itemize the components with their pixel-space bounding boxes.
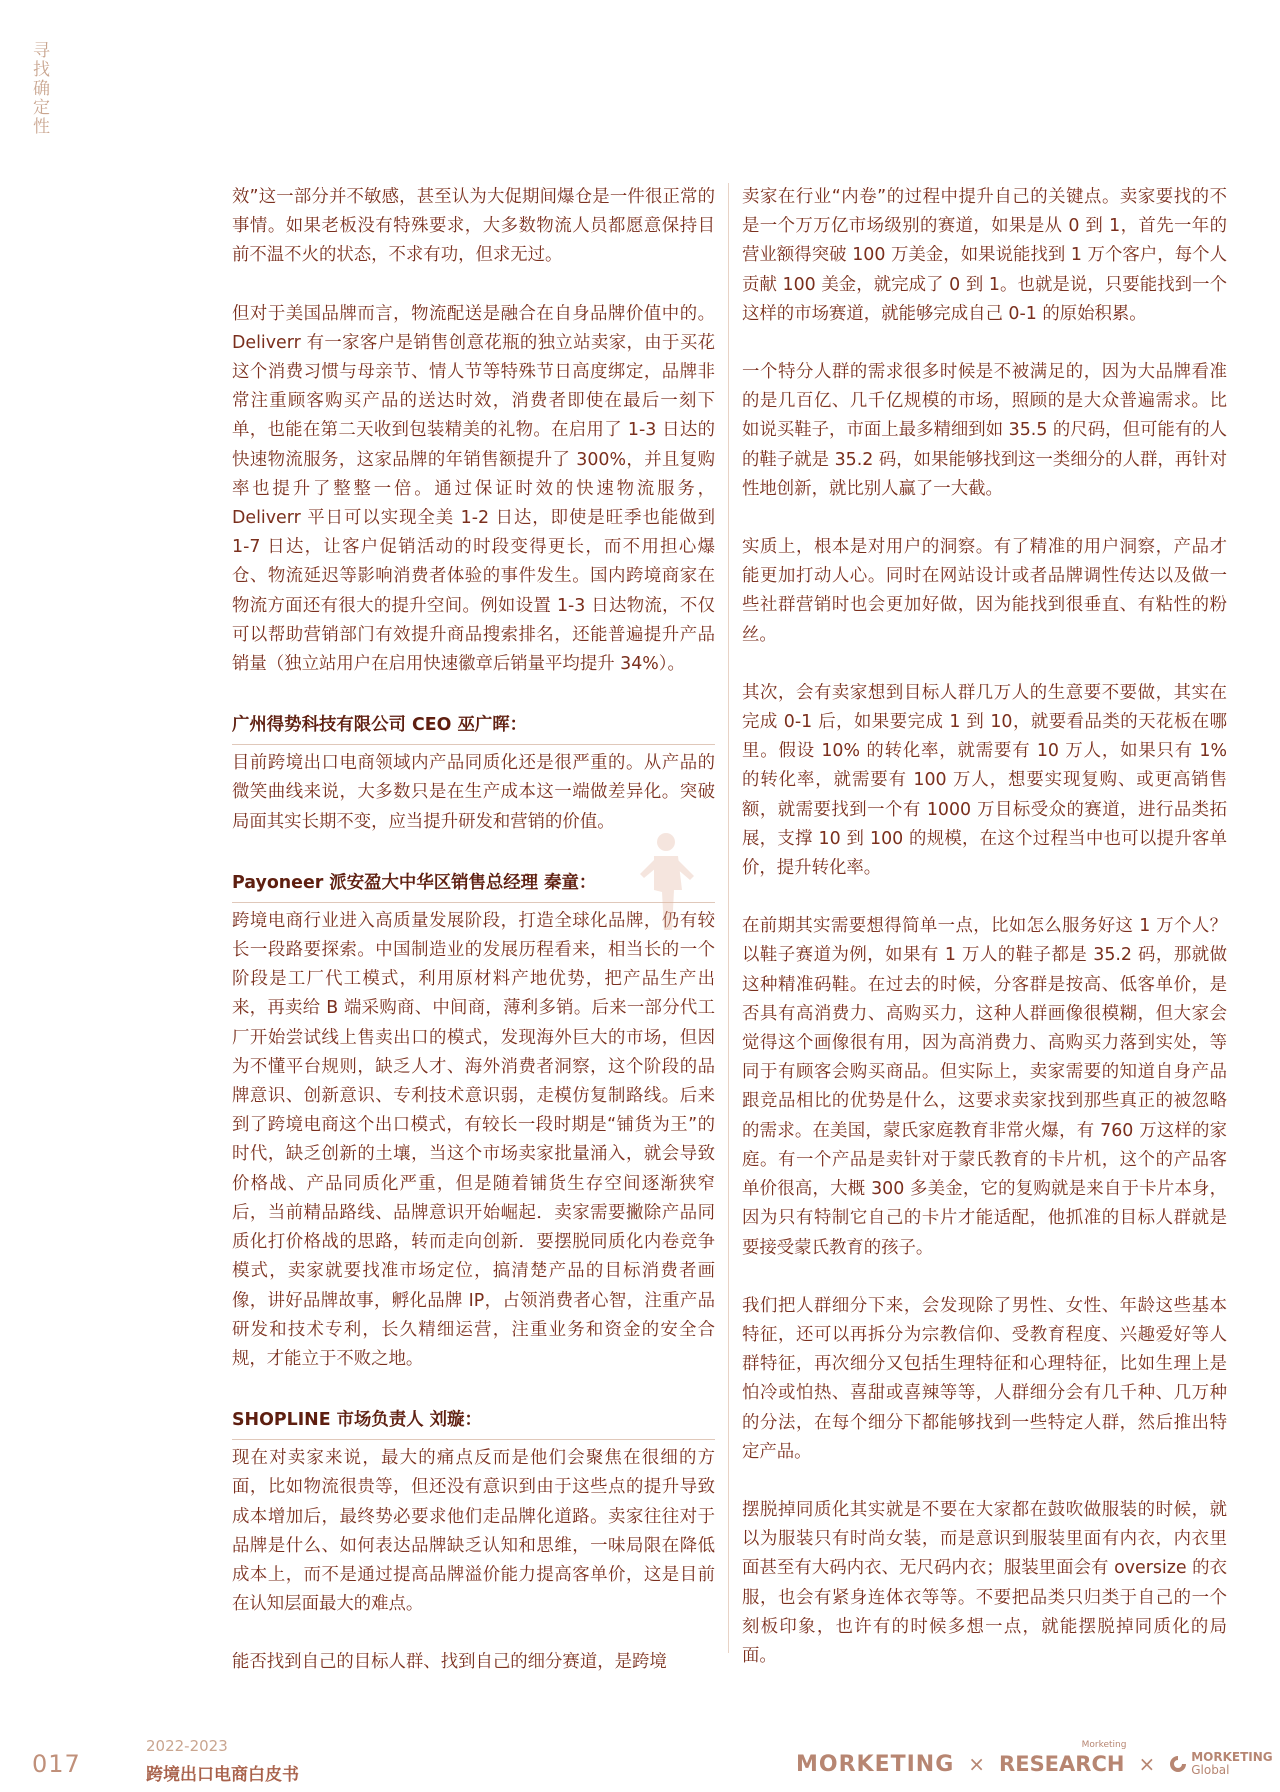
quote-text-1: 目前跨境出口电商领域内产品同质化还是很严重的。从产品的微笑曲线来说，大多数只是在生产成本这一端做差异化。突破局面其实长期不变，应当提升研发和营销的价值。 [232,753,715,832]
right-column [742,183,1227,1700]
page-number: 017 [32,1750,81,1778]
morketing-logo: MORKETING [796,1751,955,1777]
right-paragraph-4: 其次，会有卖家想到目标人群几万人的生意要不要做，其实在完成 0-1 后，如果要完成 1 到 10，就要看品类的天花板在哪里。假设 10% 的转化率，就需要有 10 万人，如果只有 1% 的转化率，就需要有 100 万人，想要实现复购、或更高销售额，就需要找到一个有 1000 万目标受众的赛道，进行品类拓展，支撑 10 到 100 的规模，在这个过程当中也可以提升客单价，提升转化率。 [742,682,1227,879]
column-divider [728,183,729,1653]
right-paragraph-6: 我们把人群细分下来，会发现除了男性、女性、年龄这些基本特征，还可以再拆分为宗教信仰、受教育程度、兴趣爱好等人群特征，再次细分又包括生理特征和心理特征，比如生理上是怕冷或怕热、喜甜或喜辣等等，人群细分会有几千种、几万种的分法，在每个细分下都能够找到一些特定人群，然后推出特定产品。 [742,1295,1227,1462]
left-paragraph-last: 能否找到自己的目标人群、找到自己的细分赛道，是跨境 [232,1652,667,1673]
research-logo-superscript: Morketing [1081,1740,1127,1750]
research-logo-text: RESEARCH [999,1752,1125,1776]
global-logo-line2: Global [1191,1763,1230,1777]
footer-logos [796,1740,1273,1780]
times-icon: × [968,1752,986,1776]
morketing-global-mark-icon [1169,1755,1187,1773]
speaker-heading-3: SHOPLINE 市场负责人 刘璇： [232,1403,715,1440]
quote-block-3 [232,1403,715,1619]
left-column [232,183,715,1707]
morketing-research-logo [999,1740,1127,1776]
right-paragraph-7: 摆脱掉同质化其实就是不要在大家都在鼓吹做服装的时候，就以为服装只有时尚女装，而是意识到服装里面有内衣，内衣里面甚至有大码内衣、无尺码内衣；服装里面会有 oversize 的衣服，也会有紧身连体衣等等。不要把品类只归类于自己的一个刻板印象，也许有的时候多想一点，就能摆脱掉同质化的局面。 [742,1499,1227,1666]
quote-text-3: 现在对卖家来说，最大的痛点反而是他们会聚焦在很细的方面，比如物流很贵等，但还没有意识到由于这些点的提升导致成本增加后，最终势必要求他们走品牌化道路。卖家往往对于品牌是什么、如何表达品牌缺乏认知和思维，一味局限在降低成本上，而不是通过提高品牌溢价能力提高客单价，这是目前在认知层面最大的难点。 [232,1448,715,1615]
times-icon: × [1138,1752,1156,1776]
side-section-label: 寻找确定性 [33,41,50,137]
speaker-heading-2: Payoneer 派安盈大中华区销售总经理 秦童： [232,866,715,903]
right-paragraph-3: 实质上，根本是对用户的洞察。有了精准的用户洞察，产品才能更加打动人心。同时在网站设计或者品牌调性传达以及做一些社群营销时也会更加好做，因为能找到很垂直、有粘性的粉丝。 [742,537,1227,645]
footer-year: 2022-2023 [146,1737,228,1755]
morketing-global-logo [1169,1751,1272,1777]
right-paragraph-1: 卖家在行业“内卷”的过程中提升自己的关键点。卖家要找的不是一个万万亿市场级别的赛道，如果是从 0 到 1，首先一年的营业额得突破 100 万美金，如果说能找到 1 万个客户，每个人贡献 100 美金，就完成了 0 到 1。也就是说，只要能找到一个这样的市场赛道，就能够完成自己 0-1 的原始积累。 [742,187,1227,324]
global-logo-line1: MORKETING [1191,1750,1273,1764]
right-paragraph-2: 一个特分人群的需求很多时候是不被满足的，因为大品牌看准的是几百亿、几千亿规模的市场，照顾的是大众普遍需求。比如说买鞋子，市面上最多精细到如 35.5 的尺码，但可能有的人的鞋子就是 35.2 码，如果能够找到这一类细分的人群，再针对性地创新，就比别人赢了一大截。 [742,362,1227,499]
speaker-heading-1: 广州得势科技有限公司 CEO 巫广晖： [232,708,715,745]
left-paragraph-2: 但对于美国品牌而言，物流配送是融合在自身品牌价值中的。Deliverr 有一家客户是销售创意花瓶的独立站卖家，由于买花这个消费习惯与母亲节、情人节等特殊节日高度绑定，品牌非常注重顾客购买产品的送达时效，消费者即使在最后一刻下单，也能在第二天收到包装精美的礼物。在启用了 1-3 日达的快速物流服务，这家品牌的年销售额提升了 300%，并且复购率也提升了整整一倍。通过保证时效的快速物流服务，Deliverr 平日可以实现全美 1-2 日达，即使是旺季也能做到 1-7 日达，让客户促销活动的时段变得更长，而不用担心爆仓、物流延迟等影响消费者体验的事件发生。国内跨境商家在物流方面还有很大的提升空间。例如设置 1-3 日达物流，不仅可以帮助营销部门有效提升商品搜索排名，还能普遍提升产品销量（独立站用户在启用快速徽章后销量平均提升 34%）。 [232,303,715,675]
quote-text-2: 跨境电商行业进入高质量发展阶段，打造全球化品牌，仍有较长一段路要探索。中国制造业的发展历程看来，相当长的一个阶段是工厂代工模式，利用原材料产地优势，把产品生产出来，再卖给 B 端采购商、中间商，薄利多销。后来一部分代工厂开始尝试线上售卖出口的模式，发现海外巨大的市场，但因为不懂平台规则，缺乏人才、海外消费者洞察，这个阶段的品牌意识、创新意识、专利技术意识弱，走模仿复制路线。后来到了跨境电商这个出口模式，有较长一段时期是“铺货为王”的时代，缺乏创新的土壤，当这个市场卖家批量涌入，就会导致价格战、产品同质化严重，但是随着铺货生存空间逐渐狭窄后，当前精品路线、品牌意识开始崛起．卖家需要撇除产品同质化打价格战的思路，转而走向创新．要摆脱同质化内卷竞争模式，卖家就要找准市场定位，搞清楚产品的目标消费者画像，讲好品牌故事，孵化品牌 IP，占领消费者心智，注重产品研发和技术专利，长久精细运营，注重业务和资金的安全合规，才能立于不败之地。 [232,910,715,1369]
left-paragraph-1: 效”这一部分并不敏感，甚至认为大促期间爆仓是一件很正常的事情。如果老板没有特殊要求，大多数物流人员都愿意保持目前不温不火的状态，不求有功，但求无过。 [232,187,715,266]
right-paragraph-5: 在前期其实需要想得简单一点，比如怎么服务好这 1 万个人？以鞋子赛道为例，如果有 1 万人的鞋子都是 35.2 码，那就做这种精准码鞋。在过去的时候，分客群是按高、低客单价，是否具有高消费力、高购买力，这种人群画像很模糊，但大家会觉得这个画像很有用，因为高消费力、高购买力落到实处，等同于有顾客会购买商品。但实际上，卖家需要的知道自身产品跟竞品相比的优势是什么，这要求卖家找到那些真正的被忽略的需求。在美国，蒙氏家庭教育非常火爆，有 760 万这样的家庭。有一个产品是卖针对于蒙氏教育的卡片机，这个的产品客单价很高，大概 300 多美金，它的复购就是来自于卡片本身，因为只有特制它自己的卡片才能适配，他抓准的目标人群就是要接受蒙氏教育的孩子。 [742,916,1227,1258]
quote-block-1 [232,708,715,837]
footer-publication-title: 跨境出口电商白皮书 [146,1765,299,1785]
quote-block-2 [232,866,715,1374]
figure-watermark-icon [636,830,696,940]
